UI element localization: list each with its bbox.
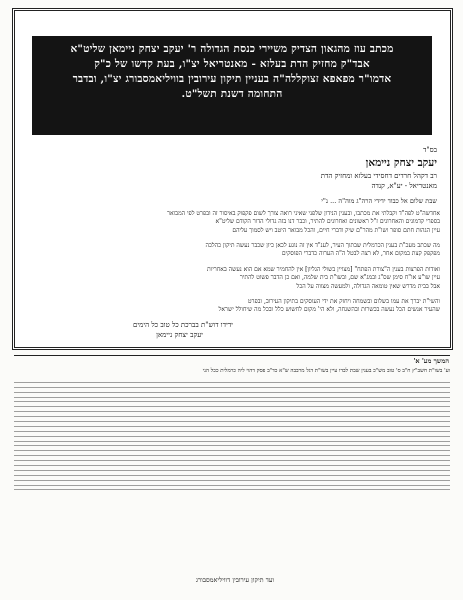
paragraph-line: והשי"ת יברך את עמו בשלום ובשמחה ויחזק את ידי העוסקים בתיקון העירוב, ובפרט (247, 298, 440, 305)
paragraph-line: אחדשה"ט לפה"ד וקבלתי את מכתבו, ובענין הנידון שלפני שאיני רואה צורך לשום פקפוק באיסור זה ובפרט לפי המבואר (167, 210, 440, 217)
letter-greeting: שבת שלום אל כבוד ידידי הרה"ג מוה"ה ... נ"י (321, 197, 437, 205)
footnote-text-line (14, 485, 450, 486)
footnote-text-line (14, 445, 450, 446)
footnote-heading: המשך מע' א' (413, 357, 449, 365)
paragraph-line: מה שכתב מעכ"ת בענין הכרמלית שבתוך העיר, לענ"ד אין זה נוגע לכאן כיון שכבר נעשה תיקון כהלכה (205, 242, 440, 249)
footnote-text-line (14, 401, 450, 402)
closing-signature: יעקב יצחק ניימאן (156, 331, 203, 339)
letter-paragraph (26, 242, 440, 259)
bsd-mark: בס"ד (423, 146, 437, 154)
footnote-text-line (14, 416, 450, 417)
footnote-text-line (14, 470, 450, 471)
closing-line: ידידו דוש"ת בברכת כל טוב כל הימים (132, 321, 233, 329)
footnote-text-line (14, 421, 450, 422)
footnote-text-line (14, 382, 450, 383)
letterhead-city: מאנטריאל - יע"א, קנדה (371, 182, 437, 190)
footnote-text-line (14, 465, 450, 466)
paragraph-line: ואודות הפרצות בענין ה"צורת הפתח" [מצויין בשולי הגליון] אין להחמיר שמא אם הוא נעשה באחריות (207, 266, 440, 273)
footnote-text-line (14, 441, 450, 442)
banner-line: אדמו"ר מפאפא זצוקללה"ה בעניין תיקון עירובין בוויליאמסבורג יצ"ו, ובדבר (72, 73, 392, 85)
letter-paragraph (26, 298, 440, 315)
footnote-text-line (14, 455, 450, 456)
footnote-text-line (14, 406, 450, 407)
footnote-text-line (14, 450, 450, 451)
letter-paragraph (26, 210, 440, 235)
paragraph-line: בספרי קדמונים והאחרונים ז"ל ראשונים ואחרונים להתיר, וכבר דנו בזה גדולי הדור הקודם שליט"א (215, 218, 440, 226)
header-banner (32, 36, 432, 135)
paragraph-line: עיין שו"ע או"ח סימן שס"ג ובמג"א שם, ובשו"ת בית שלמה, ואם כן הדבר פשוט להתיר (239, 274, 440, 282)
footnote-text-line (14, 431, 450, 432)
footnote-text-line (14, 489, 450, 490)
paragraph-line: שהעיר אנשים הכל נעשה בכשרות ובהשגחה, ולא הי' מקום לחשוש כלל ובכל מה שיחולל ישראל (218, 306, 440, 314)
footer-credit: ועד תיקון עירובין דוויליאמסבורג (195, 576, 275, 584)
footnote-text-line (14, 436, 450, 437)
footnote-text-line (14, 480, 450, 481)
banner-line: מכתב עוז מהגאון הצדיק משיירי כנסת הגדולה ר' יעקב יצחק ניימאן שליט"א (70, 43, 394, 55)
footnote-body (14, 378, 450, 572)
footnote-text-line (14, 426, 450, 427)
footnote-text-line (14, 460, 450, 461)
footnote-text-line (14, 411, 450, 412)
letter-paragraph (26, 266, 440, 291)
paragraph-line: עיין הגהות חתם סופר ושו"ת מהר"ם שיק ודברי חיים, והכל מבואר היטב ויש לסמוך עליהם (232, 226, 440, 234)
footnote-text-line (14, 475, 450, 476)
footnote-text-line (14, 392, 450, 393)
footnote-text-line (14, 387, 450, 388)
letterhead-name: יעקב יצחק ניימאן (365, 157, 437, 169)
letterhead-title: רב דקהל חרדים דחסידי בעלזא ומחזיק הדת (320, 172, 437, 180)
footnote-first-line: וע' בשו"ת חשב"ץ ח"ב ס' טוב מש"כ בענין שבת לבדו עיין בשו"ת דגל מרבבה ש"א כד"ב פסק דהוי ליה כרמלית ככל הני (202, 368, 450, 374)
banner-line: אבד"ק מחזיק הדת בעלזא - מאנטריאל יצ"ו, בעת קדשו של כ"ק (94, 58, 370, 70)
paragraph-line: מפקפק קצת במקום אחר, לא רצה לבטל ה"ה הערוה כדברי הפוסקים (281, 250, 440, 258)
paragraph-line: אבל בבית מדרש שאין טומאה הגדולה, ולמעשה מצווה על הכל (296, 282, 440, 290)
banner-line: התחומה דשנת תשל"ט. (181, 88, 283, 100)
footnote-separator (14, 355, 450, 356)
footnote-text-line (14, 397, 450, 398)
